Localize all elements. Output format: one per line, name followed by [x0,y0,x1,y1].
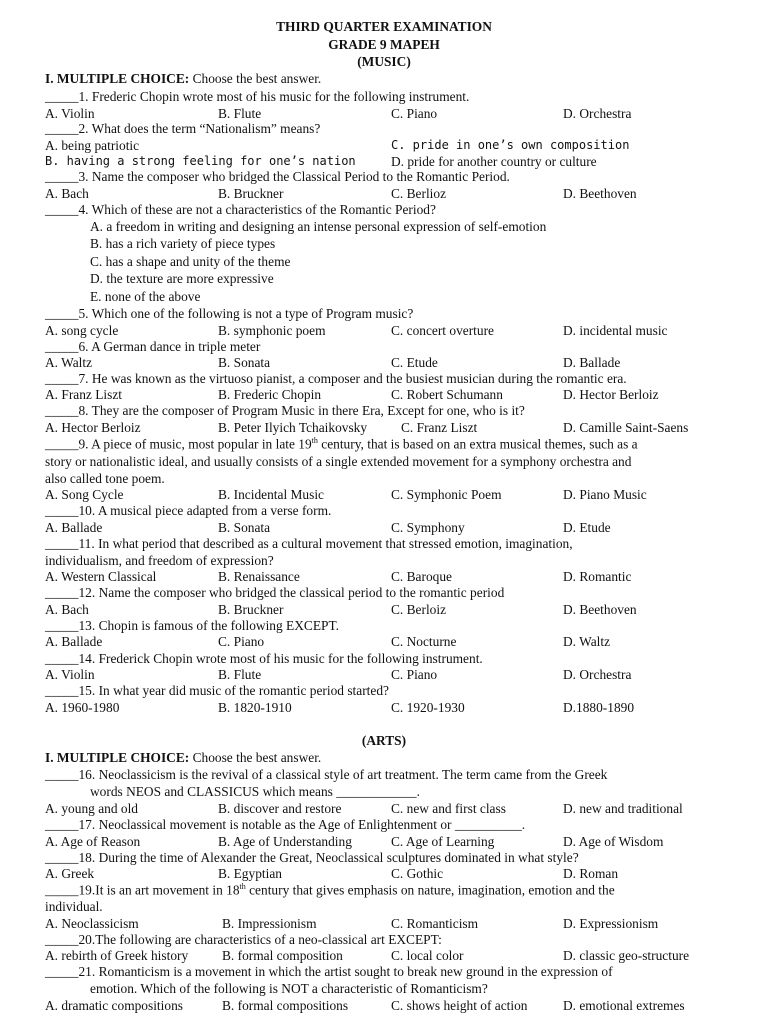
q4-option-e: E. none of the above [90,289,201,304]
q3-option-c: C. Berlioz [391,186,447,201]
q1-option-b: B. Flute [218,106,262,121]
q15-option-b: B. 1820-1910 [218,700,292,715]
question-1: _____1. Frederic Chopin wrote most of his music for the following instrument. [45,89,470,104]
arts-section-heading: (ARTS) [361,733,407,748]
q14-option-d: D. Orchestra [563,667,632,682]
q15-option-a: A. 1960-1980 [45,700,120,715]
q10-option-a: A. Ballade [45,520,103,535]
question-4: _____4. Which of these are not a characteristics of the Romantic Period? [45,202,436,217]
q4-option-c: C. has a shape and unity of the theme [90,254,291,269]
q16-option-c: C. new and first class [391,801,506,816]
q6-option-d: D. Ballade [563,355,621,370]
q10-option-c: C. Symphony [391,520,465,535]
q20-option-a: A. rebirth of Greek history [45,948,189,963]
question-11-line-2: individualism, and freedom of expression? [45,553,274,568]
exam-title: THIRD QUARTER EXAMINATION [276,19,492,34]
q5-option-b: B. symphonic poem [218,323,326,338]
q4-option-b: B. has a rich variety of piece types [90,236,276,251]
question-12: _____12. Name the composer who bridged the classical period to the romantic period [45,585,505,600]
q8-option-a: A. Hector Berloiz [45,420,141,435]
music-section-heading: (MUSIC) [357,54,411,69]
q9-option-a: A. Song Cycle [45,487,124,502]
q16-option-a: A. young and old [45,801,138,816]
q2-option-a: A. being patriotic [45,138,140,153]
q5-option-a: A. song cycle [45,323,119,338]
q3-option-b: B. Bruckner [218,186,284,201]
question-10: _____10. A musical piece adapted from a verse form. [45,503,332,518]
q1-option-c: C. Piano [391,106,438,121]
question-19: _____19.It is an art movement in 18th century that gives emphasis on nature, imagination, emotion and the [45,882,615,898]
question-2: _____2. What does the term “Nationalism” means? [45,121,321,136]
question-7: _____7. He was known as the virtuoso pianist, a composer and the busiest musician during the romantic era. [45,371,627,386]
q20-option-d: D. classic geo-structure [563,948,690,963]
q19-option-a: A. Neoclassicism [45,916,139,931]
q11-option-b: B. Renaissance [218,569,300,584]
q1-option-a: A. Violin [45,106,95,121]
q16-option-d: D. new and traditional [563,801,683,816]
q8-option-b: B. Peter Ilyich Tchaikovsky [218,420,368,435]
question-11: _____11. In what period that described as a cultural movement that stressed emotion, imagination, [45,536,573,551]
q19-option-b: B. Impressionism [222,916,317,931]
q21-option-a: A. dramatic compositions [45,998,183,1013]
q19-option-c: C. Romanticism [391,916,479,931]
question-3: _____3. Name the composer who bridged the Classical Period to the Romantic Period. [45,169,510,184]
q20-option-c: C. local color [391,948,464,963]
question-9-line-2: story or nationalistic ideal, and usually consists of a single extended movement for a symphony orchestra and [45,454,632,469]
q12-option-c: C. Berloiz [391,602,447,617]
question-18: _____18. During the time of Alexander the Great, Neoclassical sculptures dominated in what style? [45,850,579,865]
question-9-line-3: also called tone poem. [45,471,165,486]
question-13: _____13. Chopin is famous of the following EXCEPT. [45,618,339,633]
q3-option-d: D. Beethoven [563,186,637,201]
q4-option-a: A. a freedom in writing and designing an intense personal expression of self-emotion [90,219,547,234]
q4-option-d: D. the texture are more expressive [90,271,274,286]
q18-option-c: C. Gothic [391,866,444,881]
question-8: _____8. They are the composer of Program Music in there Era, Except for one, who is it? [45,403,525,418]
question-6: _____6. A German dance in triple meter [45,339,261,354]
q8-option-c: C. Franz Liszt [401,420,478,435]
question-14: _____14. Frederick Chopin wrote most of his music for the following instrument. [45,651,483,666]
q19-option-d: D. Expressionism [563,916,659,931]
question-15: _____15. In what year did music of the romantic period started? [45,683,389,698]
q2-option-c: C. pride in one’s own composition [391,138,630,152]
q12-option-b: B. Bruckner [218,602,284,617]
q17-option-c: C. Age of Learning [391,834,495,849]
q1-option-d: D. Orchestra [563,106,632,121]
q7-option-c: C. Robert Schumann [391,387,503,402]
q18-option-d: D. Roman [563,866,619,881]
q21-option-c: C. shows height of action [391,998,528,1013]
q10-option-b: B. Sonata [218,520,271,535]
q21-option-b: B. formal compositions [222,998,349,1013]
instructions-arts: I. MULTIPLE CHOICE: Choose the best answer. [45,750,322,765]
question-17: _____17. Neoclassical movement is notable as the Age of Enlightenment or __________. [45,817,526,832]
q9-option-b: B. Incidental Music [218,487,324,502]
q13-option-b: C. Piano [218,634,265,649]
q17-option-d: D. Age of Wisdom [563,834,664,849]
q21-option-d: D. emotional extremes [563,998,685,1013]
q2-option-b: B. having a strong feeling for one’s nation [45,154,356,168]
question-20: _____20.The following are characteristics of a neo-classical art EXCEPT: [45,932,442,947]
q13-option-d: D. Waltz [563,634,611,649]
q3-option-a: A. Bach [45,186,89,201]
q10-option-d: D. Etude [563,520,611,535]
q20-option-b: B. formal composition [222,948,343,963]
q2-option-d: D. pride for another country or culture [391,154,597,169]
q13-option-a: A. Ballade [45,634,103,649]
q8-option-d: D. Camille Saint-Saens [563,420,689,435]
question-16-line-2: words NEOS and CLASSICUS which means ____________. [90,784,420,799]
question-5: _____5. Which one of the following is not a type of Program music? [45,306,414,321]
question-21: _____21. Romanticism is a movement in which the artist sought to break new ground in the expression of [45,964,613,979]
q11-option-c: C. Baroque [391,569,452,584]
q6-option-c: C. Etude [391,355,438,370]
q9-option-c: C. Symphonic Poem [391,487,502,502]
instructions-music: I. MULTIPLE CHOICE: Choose the best answer. [45,71,322,86]
q14-option-c: C. Piano [391,667,438,682]
q18-option-a: A. Greek [45,866,95,881]
q14-option-b: B. Flute [218,667,262,682]
q11-option-d: D. Romantic [563,569,632,584]
q5-option-c: C. concert overture [391,323,494,338]
question-21-line-2: emotion. Which of the following is NOT a characteristic of Romanticism? [90,981,488,996]
q12-option-d: D. Beethoven [563,602,637,617]
q12-option-a: A. Bach [45,602,89,617]
question-9: _____9. A piece of music, most popular in late 19th century, that is based on an extra musical themes, such as a [45,436,638,452]
q7-option-d: D. Hector Berloiz [563,387,659,402]
question-16: _____16. Neoclassicism is the revival of a classical style of art treatment. The term came from the Greek [45,767,608,782]
q6-option-b: B. Sonata [218,355,271,370]
q7-option-a: A. Franz Liszt [45,387,122,402]
q17-option-b: B. Age of Understanding [218,834,352,849]
question-19-line-2: individual. [45,899,103,914]
q17-option-a: A. Age of Reason [45,834,141,849]
q7-option-b: B. Frederic Chopin [218,387,322,402]
q13-option-c: C. Nocturne [391,634,457,649]
q15-option-d: D.1880-1890 [563,700,635,715]
q11-option-a: A. Western Classical [45,569,157,584]
exam-grade: GRADE 9 MAPEH [328,37,440,52]
q14-option-a: A. Violin [45,667,95,682]
q9-option-d: D. Piano Music [563,487,647,502]
q6-option-a: A. Waltz [45,355,93,370]
q15-option-c: C. 1920-1930 [391,700,465,715]
q18-option-b: B. Egyptian [218,866,282,881]
q16-option-b: B. discover and restore [218,801,342,816]
q5-option-d: D. incidental music [563,323,668,338]
